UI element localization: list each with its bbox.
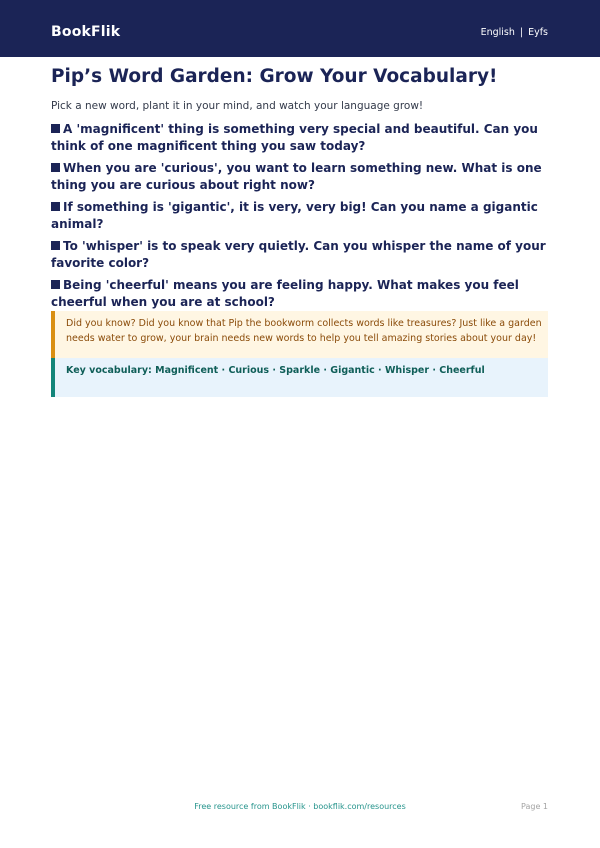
square-bullet-icon: [51, 124, 60, 133]
question-item: [51, 160, 551, 194]
key-vocabulary-box: Key vocabulary: Magnificent · Curious · Sparkle · Gigantic · Whisper · Cheerful: [51, 358, 548, 397]
site-header: [0, 0, 600, 57]
question-list: [51, 121, 551, 316]
header-meta: [481, 27, 548, 39]
language-label: English: [480, 27, 515, 38]
question-text: If something is 'gigantic', it is very, very big! Can you name a gigantic animal?: [51, 200, 538, 231]
question-item: [51, 238, 551, 272]
question-text: To 'whisper' is to speak very quietly. Can you whisper the name of your favorite color?: [51, 239, 546, 270]
question-item: [51, 277, 551, 311]
footer-resource-link[interactable]: Free resource from BookFlik · bookflik.com/resources: [194, 802, 406, 811]
square-bullet-icon: [51, 202, 60, 211]
intro-text: Pick a new word, plant it in your mind, and watch your language grow!: [51, 100, 424, 112]
brand-logo[interactable]: BookFlik: [51, 24, 121, 40]
question-text: When you are 'curious', you want to learn something new. What is one thing you are curious about right now?: [51, 161, 542, 192]
meta-separator: |: [519, 27, 524, 38]
question-item: [51, 121, 551, 155]
page-number: Page 1: [521, 802, 548, 811]
question-text: Being 'cheerful' means you are feeling happy. What makes you feel cheerful when you are at school?: [51, 278, 519, 309]
square-bullet-icon: [51, 241, 60, 250]
page-title: Pip’s Word Garden: Grow Your Vocabulary!: [51, 66, 498, 87]
square-bullet-icon: [51, 280, 60, 289]
square-bullet-icon: [51, 163, 60, 172]
question-text: A 'magnificent' thing is something very special and beautiful. Can you think of one magnificent thing you saw today?: [51, 122, 538, 153]
question-item: [51, 199, 551, 233]
level-label: Eyfs: [528, 27, 548, 38]
did-you-know-callout: Did you know? Did you know that Pip the bookworm collects words like treasures? Just like a garden needs water to grow, your brain needs new words to help you tell amazing stories about your day!: [51, 311, 548, 359]
